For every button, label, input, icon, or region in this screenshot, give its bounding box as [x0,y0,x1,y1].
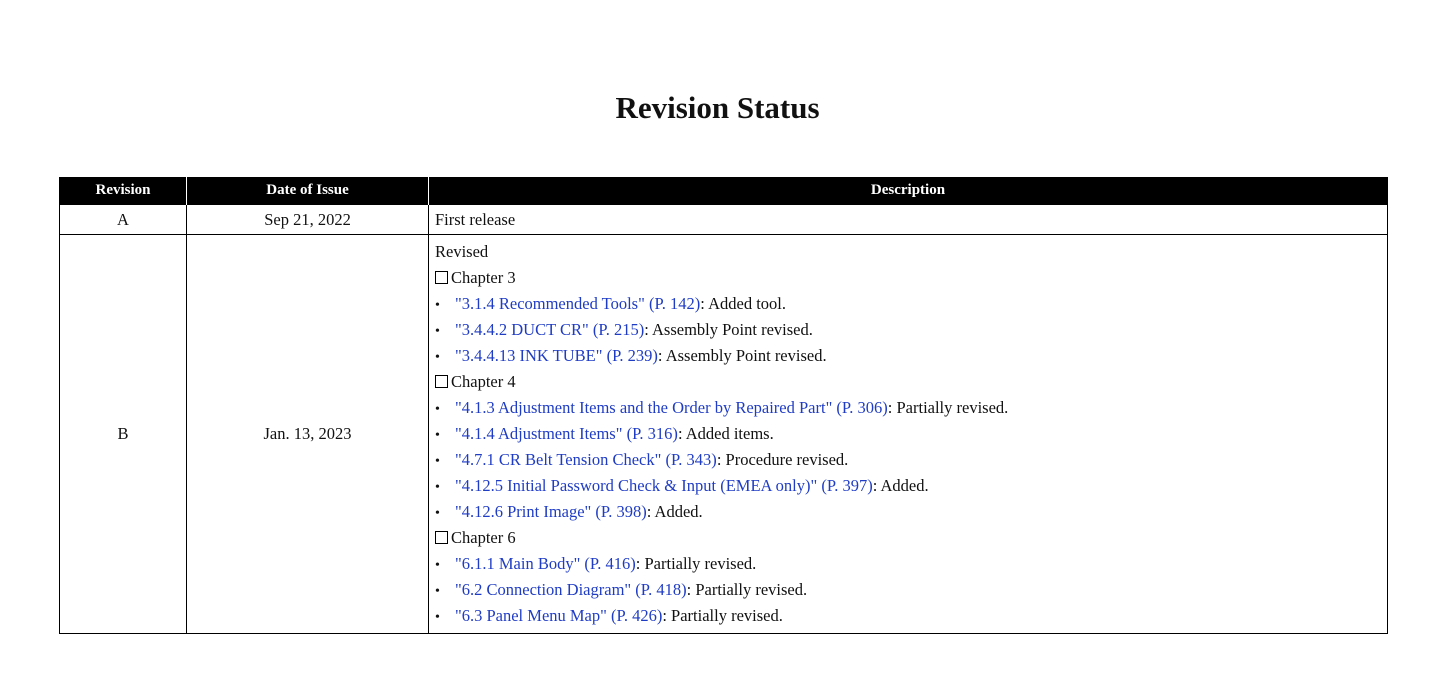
list-item [435,551,1381,577]
bullet-icon: • [435,480,440,495]
checkbox-square-icon [435,271,448,284]
section-link[interactable]: "3.4.4.13 INK TUBE" (P. 239) [455,346,658,365]
section-link[interactable]: "6.3 Panel Menu Map" (P. 426) [455,606,663,625]
date-cell: Jan. 13, 2023 [187,235,429,634]
revision-cell: A [60,205,187,235]
change-note: : Added items. [677,424,774,443]
date-cell: Sep 21, 2022 [187,205,429,235]
revised-intro: Revised [435,242,489,261]
bullet-icon: • [435,350,440,365]
bullet-icon: • [435,558,440,573]
revision-column-header: Revision [60,177,187,205]
revision-table [59,177,1388,634]
list-item [435,447,1381,473]
list-item [435,577,1381,603]
chapter-label: Chapter 3 [451,268,516,287]
list-item [435,395,1381,421]
section-link[interactable]: "4.7.1 CR Belt Tension Check" (P. 343) [455,450,717,469]
section-link[interactable]: "6.1.1 Main Body" (P. 416) [455,554,636,573]
date-column-header: Date of Issue [187,177,429,205]
description-cell: First release [429,205,1388,235]
list-item [435,603,1381,629]
change-note: : Partially revised. [686,580,808,599]
change-note: : Partially revised. [662,606,783,625]
revision-cell: B [60,235,187,634]
section-link[interactable]: "6.2 Connection Diagram" (P. 418) [455,580,687,599]
change-note: : Added. [872,476,929,495]
table-row [60,235,1388,634]
checkbox-square-icon [435,375,448,388]
bullet-icon: • [435,428,440,443]
list-item [435,499,1381,525]
change-note: : Added tool. [700,294,787,313]
change-note: : Partially revised. [635,554,757,573]
chapter-heading [435,525,1381,551]
bullet-icon: • [435,610,440,625]
section-link[interactable]: "3.1.4 Recommended Tools" (P. 142) [455,294,701,313]
section-link[interactable]: "4.12.5 Initial Password Check & Input (EMEA only)" (P. 397) [455,476,873,495]
table-header-row [60,177,1388,205]
bullet-icon: • [435,324,440,339]
chapter-label: Chapter 4 [451,372,516,391]
list-item [435,473,1381,499]
change-note: : Assembly Point revised. [657,346,827,365]
bullet-icon: • [435,402,440,417]
bullet-icon: • [435,298,440,313]
bullet-icon: • [435,454,440,469]
change-note: : Procedure revised. [716,450,849,469]
change-note: : Assembly Point revised. [644,320,813,339]
section-link[interactable]: "4.1.4 Adjustment Items" (P. 316) [455,424,678,443]
list-item [435,343,1381,369]
chapter-heading [435,369,1381,395]
table-row [60,205,1388,235]
chapter-heading [435,265,1381,291]
list-item [435,317,1381,343]
list-item [435,291,1381,317]
chapter-label: Chapter 6 [451,528,516,547]
change-note: : Partially revised. [887,398,1009,417]
bullet-icon: • [435,584,440,599]
section-link[interactable]: "4.12.6 Print Image" (P. 398) [455,502,647,521]
checkbox-square-icon [435,531,448,544]
description-column-header: Description [429,177,1388,205]
section-link[interactable]: "4.1.3 Adjustment Items and the Order by Repaired Part" (P. 306) [455,398,888,417]
page-title: Revision Status [615,90,820,125]
list-item [435,421,1381,447]
section-link[interactable]: "3.4.4.2 DUCT CR" (P. 215) [455,320,645,339]
change-note: : Added. [646,502,703,521]
description-cell [429,235,1388,634]
bullet-icon: • [435,506,440,521]
